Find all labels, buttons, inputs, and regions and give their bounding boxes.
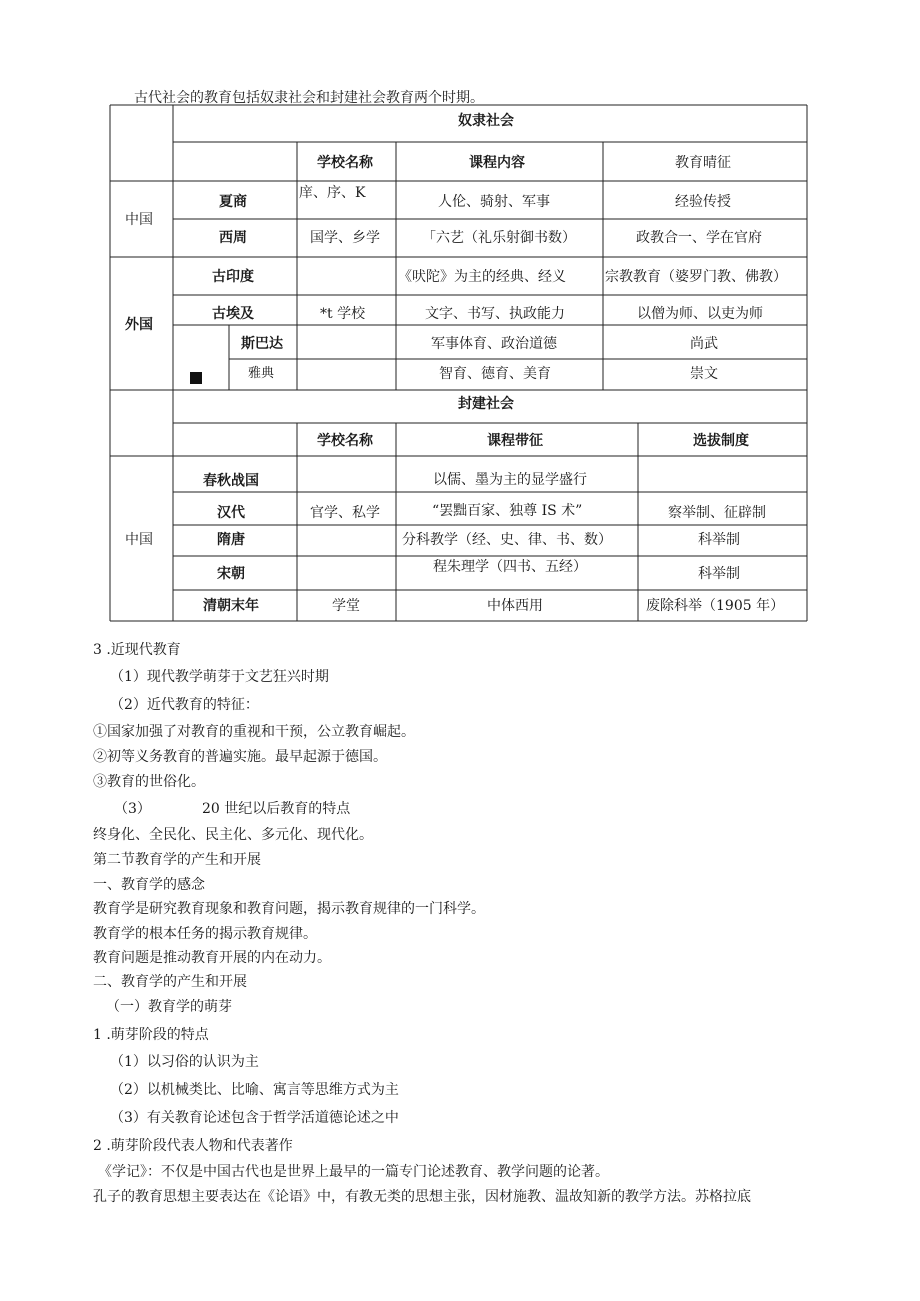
list-heading: 1 .萌芽阶段的特点	[93, 1027, 209, 1043]
list-item: 20 世纪以后教育的特点	[202, 801, 351, 817]
slave-society-title: 奴隶社会	[458, 113, 514, 129]
feature-ancient-egypt: 以僧为师、以吏为师	[637, 306, 763, 322]
intro-line: 古代社会的教育包括奴隶社会和封建社会教育两个时期。	[134, 90, 484, 106]
paragraph: 孔子的教育思想主要表达在《论语》中，有教无类的思想主张，因材施教、温故知新的教学方法。苏格拉底	[93, 1189, 751, 1205]
course-sparta: 军事体育、政治道德	[431, 336, 557, 352]
course-sui-tang: 分科教学（经、史、律、书、数）	[402, 532, 612, 548]
selection-han: 察举制、征辟制	[668, 505, 766, 521]
school-ancient-egypt: *t 学校	[320, 306, 366, 322]
course-athens: 智育、德育、美育	[439, 366, 551, 382]
list-item-number: （3）	[114, 801, 151, 817]
feature-xia-shang: 经验传授	[675, 194, 731, 210]
subheading: 一、教育学的感念	[93, 877, 205, 893]
course-han: “罢黜百家、独尊 IS 术”	[432, 503, 583, 519]
black-square-mark	[190, 372, 202, 384]
school-late-qing: 学堂	[332, 598, 360, 614]
course-ancient-india: 《吠陀》为主的经典、经义	[398, 269, 566, 285]
era-sparta: 斯巴达	[241, 336, 283, 352]
course-song: 程朱理学（四书、五经）	[433, 559, 587, 575]
list-item: （1）现代教学萌芽于文艺狂兴时期	[110, 669, 329, 685]
era-ancient-egypt: 古埃及	[212, 306, 254, 322]
era-athens: 雅典	[248, 366, 275, 381]
era-sui-tang: 隋唐	[217, 532, 245, 548]
paragraph: 终身化、全民化、民主化、多元化、现代化。	[93, 827, 373, 843]
feudal-header-course: 课程带征	[487, 433, 543, 449]
section-heading: 第二节教育学的产生和开展	[93, 852, 261, 868]
selection-late-qing: 废除科举（1905 年）	[646, 598, 785, 614]
list-item: （2）以机械类比、比喻、寓言等思维方式为主	[110, 1082, 399, 1098]
school-xi-zhou: 国学、乡学	[310, 230, 380, 246]
list-item: （2）近代教育的特征：	[110, 697, 259, 713]
feudal-china-label: 中国	[125, 532, 153, 548]
feudal-header-selection: 选拔制度	[693, 433, 749, 449]
feature-athens: 崇文	[690, 366, 718, 382]
list-item: ①国家加强了对教育的重视和干预，公立教育崛起。	[93, 724, 415, 740]
feature-sparta: 尚武	[690, 336, 718, 352]
heading-modern-education: 3 .近现代教育	[93, 642, 181, 658]
feudal-society-title: 封建社会	[458, 396, 514, 412]
paragraph: 教育学是研究教育现象和教育问题，揭示教育规律的一门科学。	[93, 901, 485, 917]
subheading: （一）教育学的萌芽	[106, 999, 232, 1015]
course-chunqiu-zhanguo: 以儒、墨为主的显学盛行	[433, 472, 587, 488]
list-item: （1）以习俗的认识为主	[110, 1054, 259, 1070]
slave-header-school: 学校名称	[317, 155, 373, 171]
paragraph: 教育问题是推动教育开展的内在动力。	[93, 950, 331, 966]
course-late-qing: 中体西用	[487, 598, 543, 614]
feature-xi-zhou: 政教合一、学在官府	[636, 230, 762, 246]
subheading: 二、教育学的产生和开展	[93, 974, 247, 990]
era-xi-zhou: 西周	[219, 230, 247, 246]
feudal-header-school: 学校名称	[317, 433, 373, 449]
school-han: 官学、私学	[310, 505, 380, 521]
list-item: （3）有关教育论述包含于哲学活道德论述之中	[110, 1110, 399, 1126]
list-heading: 2 .萌芽阶段代表人物和代表著作	[93, 1138, 293, 1154]
slave-foreign-label: 外国	[125, 317, 153, 333]
list-item: ②初等义务教育的普遍实施。最早起源于德国。	[93, 749, 387, 765]
slave-china-label: 中国	[125, 212, 153, 228]
paragraph: 《学记》：不仅是中国古代也是世界上最早的一篇专门论述教育、教学问题的论著。	[98, 1164, 609, 1180]
era-chunqiu-zhanguo: 春秋战国	[203, 473, 259, 489]
era-xia-shang: 夏商	[219, 194, 247, 210]
course-xi-zhou: 「六艺（礼乐射御书数）	[422, 230, 576, 246]
feature-ancient-india: 宗教教育（婆罗门教、佛教）	[605, 269, 787, 285]
course-xia-shang: 人伦、骑射、军事	[438, 194, 550, 210]
era-late-qing: 清朝末年	[203, 598, 259, 614]
era-song: 宋朝	[217, 566, 245, 582]
era-han: 汉代	[217, 505, 245, 521]
list-item: ③教育的世俗化。	[93, 774, 205, 790]
selection-song: 科举制	[698, 566, 740, 582]
slave-header-course: 课程内容	[469, 155, 525, 171]
paragraph: 教育学的根本任务的揭示教育规律。	[93, 926, 317, 942]
era-ancient-india: 古印度	[212, 269, 254, 285]
selection-sui-tang: 科举制	[698, 532, 740, 548]
school-xia-shang: 庠、序、K	[299, 185, 366, 201]
slave-header-feature: 教育晴征	[675, 155, 731, 171]
course-ancient-egypt: 文字、书写、执政能力	[425, 306, 565, 322]
